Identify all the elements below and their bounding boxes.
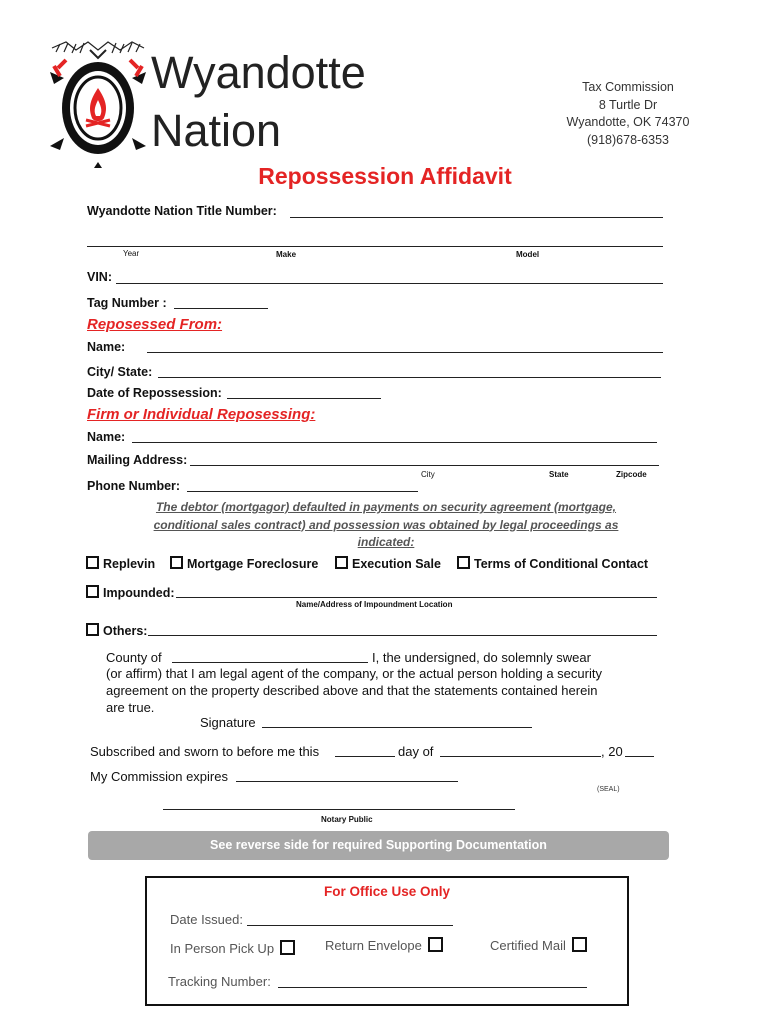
notary-public-label: Notary Public <box>321 815 373 824</box>
rf-date-field[interactable] <box>227 398 381 399</box>
others-field[interactable] <box>148 635 657 636</box>
impounded-option[interactable]: Impounded: <box>86 585 175 600</box>
year-prefix-label: , 20 <box>601 744 623 759</box>
notice-line-3: indicated: <box>357 535 415 549</box>
day-of-label: day of <box>398 744 434 759</box>
impound-location-label: Name/Address of Impoundment Location <box>296 600 453 609</box>
org-name-line1: Wyandotte <box>151 47 366 98</box>
affidavit-line-1: I, the undersigned, do solemnly swear <box>372 650 591 665</box>
date-issued-field[interactable] <box>247 925 453 926</box>
rf-city-state-field[interactable] <box>158 377 661 378</box>
commission-field[interactable] <box>236 781 458 782</box>
vin-field[interactable] <box>116 283 663 284</box>
org-name-line2: Nation <box>151 105 282 156</box>
firm-name-field[interactable] <box>132 442 657 443</box>
address-line-1: Tax Commission <box>582 80 674 94</box>
city-label: City <box>421 470 435 479</box>
firm-phone-label: Phone Number: <box>87 479 181 493</box>
certified-mail-checkbox[interactable] <box>572 937 587 952</box>
signature-field[interactable] <box>262 727 532 728</box>
year-label: Year <box>123 249 140 258</box>
model-label: Model <box>516 250 540 259</box>
pickup-option[interactable]: In Person Pick Up <box>170 940 295 956</box>
firm-mailing-field[interactable] <box>190 465 659 466</box>
seal-label: (SEAL) <box>597 786 620 793</box>
certified-mail-option[interactable]: Certified Mail <box>490 937 587 953</box>
firm-name-label: Name: <box>87 430 126 444</box>
county-label: County of <box>106 650 162 665</box>
mortgage-option[interactable]: Mortgage Foreclosure <box>170 556 318 571</box>
office-use-box <box>145 876 629 1006</box>
form-title: Repossession Affidavit <box>258 163 512 189</box>
year-make-model-field[interactable] <box>87 246 663 247</box>
address-line-3: Wyandotte, OK 74370 <box>566 115 690 129</box>
firm-mailing-label: Mailing Address: <box>87 453 188 467</box>
office-title: For Office Use Only <box>323 884 451 899</box>
affidavit-line-4: are true. <box>106 700 155 715</box>
date-issued-label: Date Issued: <box>170 912 243 927</box>
replevin-checkbox[interactable] <box>86 556 99 569</box>
vin-label: VIN: <box>87 270 112 284</box>
others-option[interactable]: Others: <box>86 623 147 638</box>
rf-name-field[interactable] <box>147 352 663 353</box>
address-line-2: 8 Turtle Dr <box>598 97 658 112</box>
impounded-field[interactable] <box>176 597 657 598</box>
month-field[interactable] <box>440 756 601 757</box>
county-field[interactable] <box>172 662 368 663</box>
state-label: State <box>549 470 569 479</box>
year-field[interactable] <box>625 756 654 757</box>
title-number-field[interactable] <box>290 217 663 218</box>
turtle-fire-logo-icon <box>46 38 150 168</box>
notary-signature-field[interactable] <box>163 809 515 810</box>
address-block <box>550 79 706 149</box>
impounded-checkbox[interactable] <box>86 585 99 598</box>
return-envelope-option[interactable]: Return Envelope <box>325 937 443 953</box>
return-envelope-checkbox[interactable] <box>428 937 443 952</box>
commission-label: My Commission expires <box>90 769 228 784</box>
firm-heading: Firm or Individual Reposessing: <box>87 406 316 423</box>
terms-option[interactable]: Terms of Conditional Contact <box>457 556 648 571</box>
others-checkbox[interactable] <box>86 623 99 636</box>
execution-option[interactable]: Execution Sale <box>335 556 441 571</box>
terms-checkbox[interactable] <box>457 556 470 569</box>
pickup-checkbox[interactable] <box>280 940 295 955</box>
tag-field[interactable] <box>174 308 268 309</box>
tag-label: Tag Number : <box>87 296 167 310</box>
tracking-field[interactable] <box>278 987 587 988</box>
legal-notice <box>131 499 641 552</box>
notice-line-2: conditional sales contract) and possession was obtained by legal proceedings as <box>153 517 619 532</box>
replevin-option[interactable]: Replevin <box>86 556 155 571</box>
signature-label: Signature <box>200 715 256 730</box>
title-number-label: Wyandotte Nation Title Number: <box>87 204 277 218</box>
rf-date-label: Date of Repossession: <box>87 386 222 400</box>
address-line-4: (918)678-6353 <box>586 132 669 147</box>
affidavit-line-2: (or affirm) that I am legal agent of the company, or the actual person holding a security <box>106 666 602 681</box>
make-label: Make <box>276 250 297 259</box>
subscribed-day-field[interactable] <box>335 756 395 757</box>
execution-checkbox[interactable] <box>335 556 348 569</box>
subscribed-label: Subscribed and sworn to before me this <box>90 744 320 759</box>
rf-name-label: Name: <box>87 340 126 354</box>
tracking-label: Tracking Number: <box>168 974 271 989</box>
affidavit-line-3: agreement on the property described above and that the statements contained herein <box>106 683 598 698</box>
notice-line-1: The debtor (mortgagor) defaulted in payments on security agreement (mortgage, <box>155 500 617 514</box>
supporting-docs-banner: See reverse side for required Supporting Documentation <box>88 831 669 860</box>
rf-city-state-label: City/ State: <box>87 365 153 379</box>
mortgage-checkbox[interactable] <box>170 556 183 569</box>
zipcode-label: Zipcode <box>616 470 647 479</box>
firm-phone-field[interactable] <box>187 491 418 492</box>
reposessed-from-heading: Reposessed From: <box>87 316 223 333</box>
